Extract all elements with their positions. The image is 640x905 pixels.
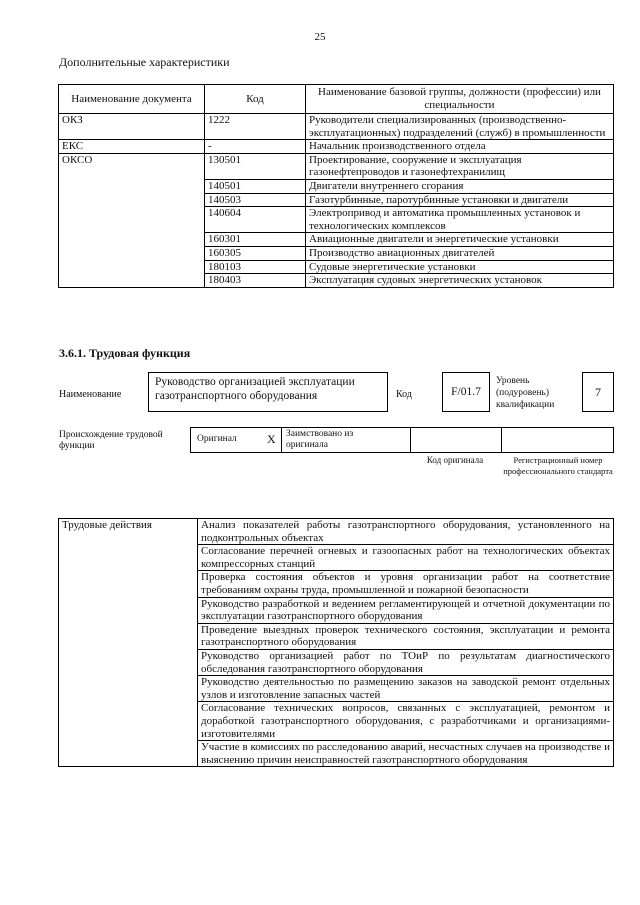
code-cell: 180103 bbox=[205, 260, 306, 274]
level-label: Уровень (подуровень) квалификации bbox=[496, 376, 555, 410]
characteristics-table bbox=[58, 84, 614, 288]
original-mark: X bbox=[267, 432, 276, 446]
doc-cell: ЕКС bbox=[59, 140, 205, 154]
name-cell: Эксплуатация судовых энергетических установок bbox=[306, 274, 614, 288]
table-row bbox=[59, 114, 614, 140]
name-cell: Проектирование, сооружение и эксплуатация газонефтепроводов и газонефтехранилищ bbox=[306, 153, 614, 179]
header-doc: Наименование документа bbox=[59, 85, 205, 114]
code-cell: 140604 bbox=[205, 207, 306, 233]
doc-cell bbox=[59, 233, 205, 247]
action-item: Проверка состояния объектов и уровня организации работ на соответствие требованиям охраны труда, промышленной и пожарной безопасности bbox=[198, 571, 614, 597]
name-cell: Двигатели внутреннего сгорания bbox=[306, 179, 614, 193]
original-label: Оригинал bbox=[197, 434, 237, 444]
function-name-value: Руководство организацией эксплуатации газотранспортного оборудования bbox=[155, 376, 355, 402]
doc-cell bbox=[59, 179, 205, 193]
doc-cell bbox=[59, 207, 205, 233]
doc-cell: ОКСО bbox=[59, 153, 205, 179]
doc-cell: ОКЗ bbox=[59, 114, 205, 140]
code-cell: 180403 bbox=[205, 274, 306, 288]
doc-cell bbox=[59, 246, 205, 260]
table-row bbox=[59, 179, 614, 193]
code-cell: 1222 bbox=[205, 114, 306, 140]
action-item: Проведение выездных проверок технического состояния, эксплуатации и ремонта газотранспортного оборудования bbox=[198, 623, 614, 649]
doc-cell bbox=[59, 193, 205, 207]
header-name: Наименование базовой группы, должности (профессии) или специальности bbox=[306, 85, 614, 114]
origin-code-cell bbox=[411, 428, 502, 452]
name-cell: Электропривод и автоматика промышленных установок и технологических комплексов bbox=[306, 207, 614, 233]
code-cell: 160301 bbox=[205, 233, 306, 247]
code-cell: 140501 bbox=[205, 179, 306, 193]
page-number: 25 bbox=[314, 31, 326, 43]
origin-label: Происхождение трудовой функции bbox=[59, 430, 163, 451]
table-row bbox=[59, 233, 614, 247]
name-cell: Производство авиационных двигателей bbox=[306, 246, 614, 260]
origin-row bbox=[190, 427, 614, 453]
table-row bbox=[59, 260, 614, 274]
name-label: Наименование bbox=[59, 389, 122, 400]
labor-actions-table bbox=[58, 518, 614, 767]
name-cell: Авиационные двигатели и энергетические установки bbox=[306, 233, 614, 247]
code-cell: 140503 bbox=[205, 193, 306, 207]
table-row bbox=[59, 140, 614, 154]
doc-cell bbox=[59, 274, 205, 288]
action-item: Руководство разработкой и ведением регламентирующей и отчетной документации по эксплуатации газотранспортного оборудования bbox=[198, 597, 614, 623]
function-code-value: F/01.7 bbox=[451, 386, 481, 398]
action-item: Участие в комиссиях по расследованию аварий, несчастных случаев на производстве и выяснению причин неисправностей газотранспортного оборудования bbox=[198, 741, 614, 767]
name-cell: Руководители специализированных (производственно-эксплуатационных) подразделений (служб) в промышленности bbox=[306, 114, 614, 140]
header-code: Код bbox=[205, 85, 306, 114]
table-row bbox=[59, 153, 614, 179]
action-item: Анализ показателей работы газотранспортного оборудования, установленного на подконтрольных объектах bbox=[198, 519, 614, 545]
level-value: 7 bbox=[595, 384, 601, 399]
action-item: Руководство деятельностью по размещению заказов на заводской ремонт отдельных узлов и изготовление запасных частей bbox=[198, 676, 614, 702]
origin-borrowed-cell bbox=[282, 428, 411, 452]
table-row bbox=[59, 193, 614, 207]
function-name-box bbox=[148, 372, 388, 412]
function-heading: 3.6.1. Трудовая функция bbox=[59, 346, 191, 360]
table-row bbox=[59, 207, 614, 233]
code-cell: - bbox=[205, 140, 306, 154]
reg-number-caption: Регистрационный номер профессионального стандарта bbox=[503, 455, 613, 476]
table-header-row bbox=[59, 85, 614, 114]
code-original-caption: Код оригинала bbox=[426, 455, 484, 465]
table-row bbox=[59, 274, 614, 288]
name-cell: Газотурбинные, паротурбинные установки и двигатели bbox=[306, 193, 614, 207]
name-cell: Начальник производственного отдела bbox=[306, 140, 614, 154]
name-cell: Судовые энергетические установки bbox=[306, 260, 614, 274]
action-item: Согласование перечней огневых и газоопасных работ на технологических объектах компрессорных станций bbox=[198, 545, 614, 571]
action-item: Согласование технических вопросов, связанных с эксплуатацией, ремонтом и доработкой газотранспортного оборудования, с разработчиками и организациями-изготовителями bbox=[198, 702, 614, 741]
origin-original-cell bbox=[191, 428, 282, 452]
section-title: Дополнительные характеристики bbox=[59, 55, 230, 69]
doc-cell bbox=[59, 260, 205, 274]
table-row bbox=[59, 246, 614, 260]
action-item: Руководство организацией работ по ТОиР по результатам диагностического обследования газотранспортного оборудования bbox=[198, 649, 614, 675]
function-code-box bbox=[442, 372, 490, 412]
code-cell: 130501 bbox=[205, 153, 306, 179]
table-row bbox=[59, 519, 614, 545]
actions-label: Трудовые действия bbox=[59, 519, 198, 767]
borrowed-label: Заимствовано из оригинала bbox=[286, 429, 354, 450]
code-label: Код bbox=[396, 389, 412, 400]
code-cell: 160305 bbox=[205, 246, 306, 260]
level-box bbox=[582, 372, 614, 412]
